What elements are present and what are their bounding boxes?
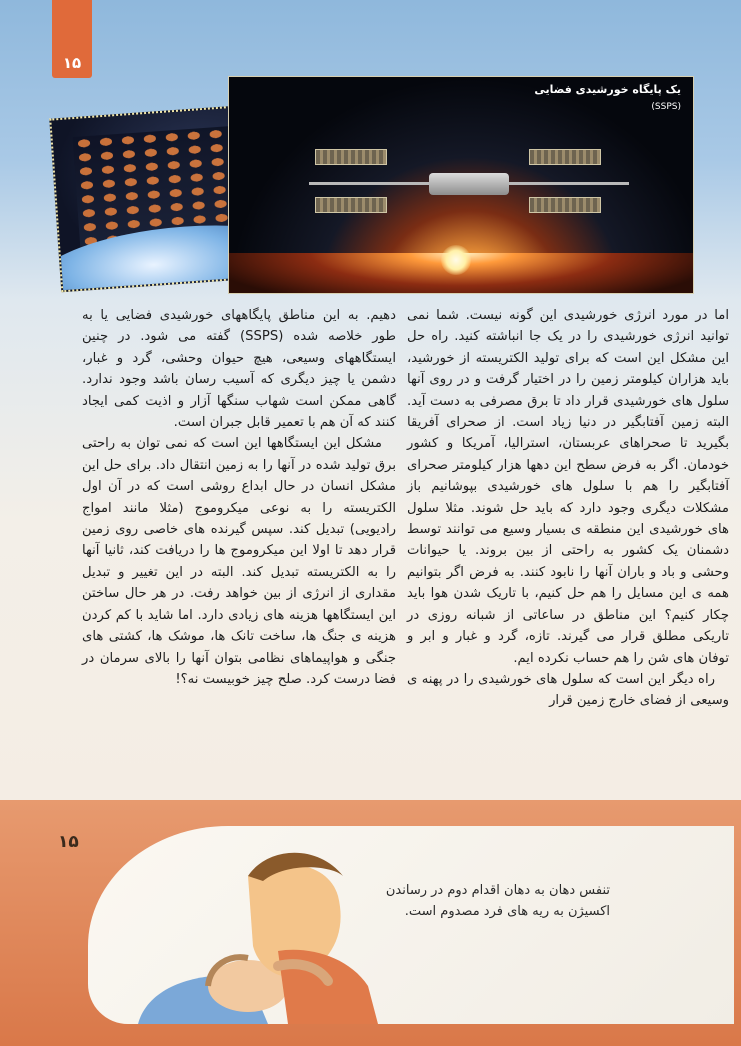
- space-station-photo: [228, 76, 694, 294]
- solar-panel: [315, 197, 387, 213]
- text-column-left: [82, 305, 396, 690]
- paragraph: راه دیگر این است که سلول های خورشیدی را در پهنه ی وسیعی از فضای خارج زمین قرار: [407, 671, 729, 709]
- page-number: ۱۵: [62, 54, 82, 72]
- solar-panel: [529, 197, 601, 213]
- caption-subtitle: (SSPS): [651, 102, 681, 112]
- illustration-caption: تنفس دهان به دهان اقدام دوم در رساندن اکسیژن به ریه های فرد مصدوم است.: [385, 883, 610, 919]
- sun-flare: [441, 245, 471, 275]
- footer-page-number: ۱۵: [58, 832, 79, 852]
- station-module: [429, 173, 509, 195]
- solar-panel: [529, 149, 601, 165]
- photo-caption: [534, 83, 681, 112]
- paragraph: اما در مورد انرژی خورشیدی این گونه نیست. شما نمی توانید انرژی خورشیدی را در یک جا انباشته کنید. راه حل این مشکل این است که برای تولید الکتریسته از خورشید، باید هزاران کیلومتر زمین را در اختیار گرفت و در روی آنها سلول های خورشیدی قرار داد تا برق مصرفی به دست آید. البته زمین آفتابگیر در دنیا زیاد است. از صحرای آفریقا بگیرید تا صحراهای عربستان، استرالیا، آمریکا و کشور خودمان. اگر به فرض سطح این دهها هزار کیلومتر صحرای آفتابگیر را هم با سلول های خورشیدی بپوشانیم باز مشکلات دیگری وجود دارد که باید حل شوند. مثلا سلول های خورشیدی این منطقه ی بسیار وسیع می توانند توسط دشمنان یک کشور به راحتی از بین بروند. یا حیوانات وحشی و باد و باران آنها را نابود کنند. به فرض اگر بتوانیم همه ی این مسایل را هم حل کنیم، با تاریک شدن هوا باید چکار کنیم؟ این مناطق در ساعاتی از شبانه روزی در تاریکی مطلق قرار می گیرند. تازه، گرد و غبار و ابر و توفان های شن را هم حساب نکرده ایم.: [407, 308, 729, 666]
- text-column-right: [407, 305, 729, 712]
- page-number-tab: [52, 0, 92, 78]
- paragraph: دهیم. به این مناطق پایگاههای خورشیدی فضایی یا به طور خلاصه شده (SSPS) گفته می شود. در چنین ایستگاههای وسیعی، هیچ حیوان وحشی، گرد و غبار، دشمن یا چیز دیگری که آسیب رسان باشد وجود ندارد. گاهی ممکن است شهاب سنگها آزار و اذیت کمی ایجاد کنند که آن هم با تعمیر قابل جبران است.: [82, 308, 396, 431]
- paragraph: مشکل این ایستگاهها این است که نمی توان به راحتی برق تولید شده در آنها را به زمین انتقال داد. برای حل این مشکل انسان در حال ابداع روشی است که در آن اول الکتریسته را به نوعی میکروموج (مثلا مانند امواج رادیویی) تبدیل کند. سپس گیرنده های خاصی روی زمین قرار دهد تا اولا این میکروموج ها را دریافت کند، ثانیا آنها را به الکتریسته تبدیل کند. البته در این تغییر و تبدیل مقداری از انرژی از بین خواهد رفت. در هر حال ساختن این ایستگاهها هزینه های زیادی دارد. اما شاید با کم کردن هزینه ی جنگ ها، ساخت تانک ها، موشک ها، کشتی های جنگی و هواپیماهای نظامی بتوان آنها را بالای سرمان در فضا درست کرد. صلح چیز خوبیست نه؟!: [82, 436, 396, 687]
- solar-panel: [315, 149, 387, 165]
- caption-title: یک پایگاه خورشیدی فضایی: [534, 83, 681, 96]
- first-aid-illustration-card: [88, 826, 734, 1024]
- mouth-to-mouth-illustration: [128, 836, 448, 1024]
